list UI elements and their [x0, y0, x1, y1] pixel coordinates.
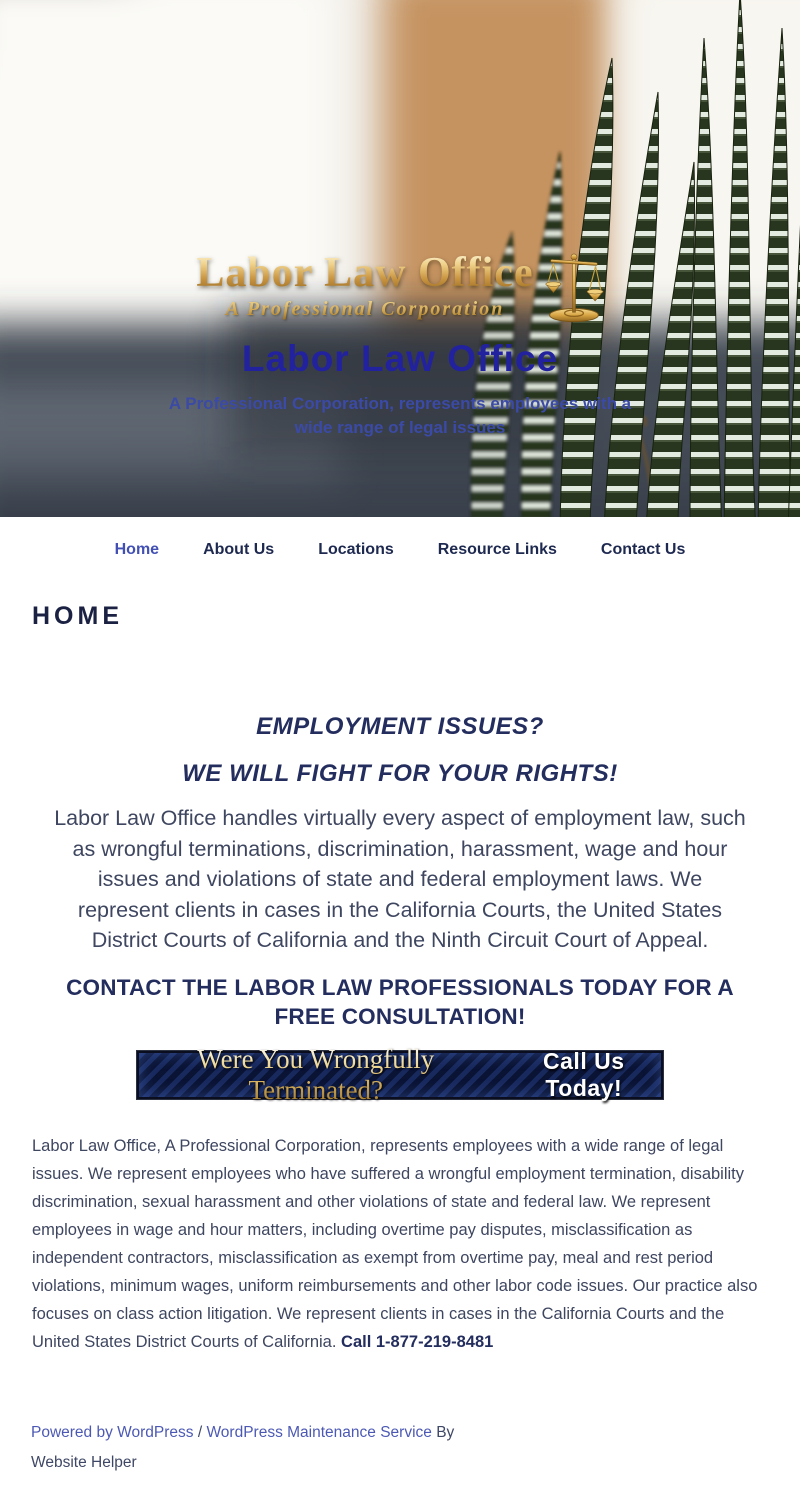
logo-subtitle-text: A Professional Corporation — [196, 298, 533, 321]
nav-item-home[interactable]: Home — [114, 541, 160, 558]
nav-item-about-us[interactable]: About Us — [203, 541, 275, 558]
banner-cta-text: Call Us Today! — [543, 1047, 625, 1101]
site-title-link[interactable]: Labor Law Office — [241, 338, 559, 379]
logo-title-text: Labor Law Office — [196, 250, 534, 297]
wrongfully-terminated-banner[interactable] — [137, 1043, 663, 1105]
nav-list — [0, 541, 800, 559]
nav-item-locations[interactable]: Locations — [318, 541, 394, 558]
nav-item-resource-links[interactable]: Resource Links — [437, 541, 557, 558]
intro-paragraph: Labor Law Office handles virtually every aspect of employment law, such as wrongful terminations, discrimination, harassment, wage and hour issues and violations of state and federal employment laws. We represent clients in cases in the California Courts, the United States District Courts of California and the Ninth Circuit Court of Appeal. — [54, 806, 746, 952]
hero-content — [0, 248, 800, 440]
scales-of-justice-icon — [544, 248, 604, 324]
body-paragraph — [32, 1132, 768, 1356]
powered-by-wordpress-link[interactable]: Powered by WordPress — [31, 1423, 194, 1441]
site-footer — [0, 1416, 470, 1478]
hero-header — [0, 0, 800, 517]
headline-fight-for-rights: WE WILL FIGHT FOR YOUR RIGHTS! — [182, 760, 618, 787]
body-paragraph-text: Labor Law Office, A Professional Corporation, represents employees with a wide range of legal issues. We represent employees who have suffered a wrongful employment termination, disability discrimination, sexual harassment and other violations of state and federal law. We represent employees in wage and hour matters, including overtime pay disputes, misclassification as independent contractors, misclassification as exempt from overtime pay, meal and rest period violations, minimum wages, uniform reimbursements and other labor code issues. Our practice also focuses on class action litigation. We represent clients in cases in the California Courts and the United States District Courts of California. — [32, 1136, 758, 1351]
main-content — [0, 602, 800, 1356]
site-tagline: A Professional Corporation, represents employees with a wide range of legal issues — [168, 394, 632, 437]
headline-employment-issues: EMPLOYMENT ISSUES? — [256, 713, 544, 740]
site-logo — [0, 248, 800, 324]
intro-section — [32, 711, 768, 1105]
wordpress-maintenance-service-link[interactable]: WordPress Maintenance Service — [206, 1423, 432, 1441]
footer-credit: By Website Helper — [31, 1423, 455, 1471]
banner-question-text: Were You Wrongfully Terminated? — [139, 1044, 493, 1106]
cta-heading: CONTACT THE LABOR LAW PROFESSIONALS TODAY FOR A FREE CONSULTATION! — [66, 974, 734, 1029]
phone-number: Call 1-877-219-8481 — [341, 1332, 494, 1351]
main-navigation — [0, 517, 800, 581]
footer-separator: / — [193, 1423, 207, 1441]
page-title: HOME — [32, 602, 123, 630]
nav-item-contact-us[interactable]: Contact Us — [600, 541, 686, 558]
